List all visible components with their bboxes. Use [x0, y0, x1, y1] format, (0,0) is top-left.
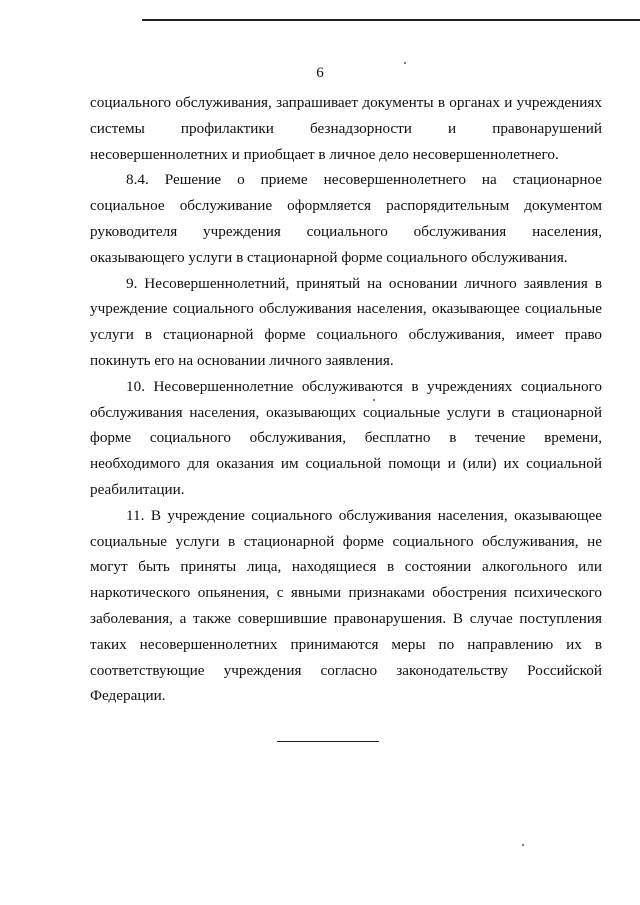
document-body	[90, 90, 602, 709]
paragraph-continuation: социального обслуживания, запрашивает документы в органах и учреждениях системы профилактики безнадзорности и правонарушений несовершеннолетних и приобщает в личное дело несовершеннолетнего.	[90, 94, 602, 163]
scan-speck	[373, 399, 375, 401]
scan-speck	[404, 62, 406, 64]
scan-speck	[522, 844, 524, 846]
paragraph-10: 10. Несовершеннолетние обслуживаются в учреждениях социального обслуживания населения, оказывающих социальные услуги в стационарной форме социального обслуживания, бесплатно в течение времени, необходимого для оказания им социальной помощи и (или) их социальной реабилитации.	[90, 377, 602, 498]
header-rule	[142, 19, 640, 21]
page-number: 6	[316, 65, 324, 81]
paragraph-8-4: 8.4. Решение о приеме несовершеннолетнего на стационарное социальное обслуживание оформляется распорядительным документом руководителя учреждения социального обслуживания населения, оказывающего услуги в стационарной форме социального обслуживания.	[90, 171, 602, 266]
end-of-text-rule	[277, 741, 379, 742]
paragraph-9: 9. Несовершеннолетний, принятый на основании личного заявления в учреждение социального обслуживания населения, оказывающее социальные услуги в стационарной форме социального обслуживания, имеет право покинуть его на основании личного заявления.	[90, 274, 602, 369]
paragraph-11: 11. В учреждение социального обслуживания населения, оказывающее социальные услуги в стационарной форме социального обслуживания, не могут быть приняты лица, находящиеся в состоянии алкогольного или наркотического опьянения, с явными признаками обострения психического заболевания, а также совершившие правонарушения. В случае поступления таких несовершеннолетних принимаются меры по направлению их в соответствующие учреждения согласно законодательству Российской Федерации.	[90, 506, 602, 705]
